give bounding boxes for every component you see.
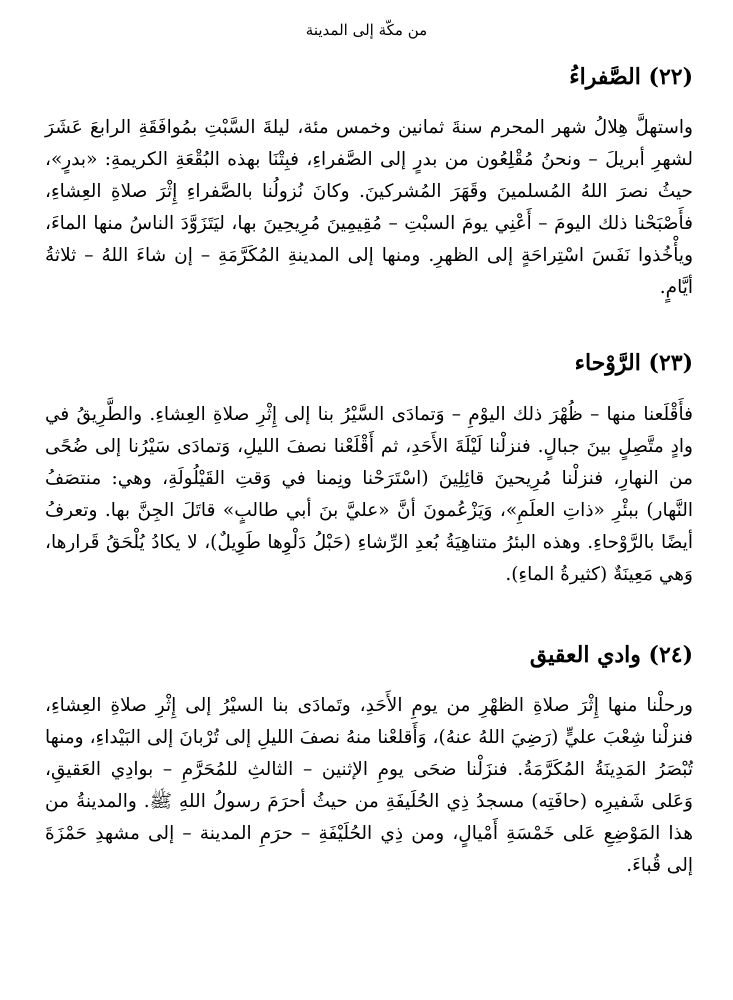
section-22-safra (45, 62, 693, 304)
section-heading: (٢٤) وادي العقيق (529, 642, 693, 668)
running-header: من مكّة إلى المدينة (305, 21, 428, 39)
section-24-wadi-al-aqiq (45, 640, 693, 882)
section-heading: (٢٢) الصَّفراءُ (569, 64, 693, 90)
section-23-rawha (45, 348, 693, 591)
section-paragraph: واستهلَّ هِلالُ شهر المحرم سنةَ ثمانين وخمس مئة، ليلةَ السَّبْتِ بمُوافَقَةِ الرابعَ عَشَرَ لشهرِ أبريلَ – ونحنُ مُقْلِعُون من بدرٍ إلى الصَّفراءِ، فبِتْنَا بهذه البُقْعَةِ الكريمةِ: «بدرٍ»، حيثُ نصرَ اللهُ المُسلمينَ وقَهَرَ المُشركينَ. وكانَ نُزولُنا بالصَّفراءِ إِثْرَ صلاةِ العِشاءِ، فأَصْبَحْنا ذلك اليومَ – أَعْنِي يومَ السبْتِ – مُقِيمِينَ مُرِيحِينَ بها، ليَتَزَوَّدَ الناسُ منها الماءَ، ويأْخُذوا نَفَسَ اسْتِراحَةٍ إلى الظهرِ. ومنها إلى المدينةِ المُكَرَّمَةِ – إن شاءَ اللهُ – ثلاثةُ أيَّامٍ. (45, 117, 693, 298)
section-heading: (٢٣) الرَّوْحاء (574, 350, 693, 376)
section-paragraph: فأَقْلَعنا منها – ظُهْرَ ذلك اليوْمِ – وَتمادَى السَّيْرُ بنا إلى إِثْرِ صلاةِ العِشاءِ. والطَّرِيقُ في وادٍ متَّصِلٍ بينَ جبالٍ. فنزلْنا لَيْلَةَ الأَحَدِ، ثم أَقْلَعْنا نصفَ الليلِ، وَتمادَى سَيْرُنا إلى ضُحًى من النهارِ، فنزلْنا مُرِيحينَ قائِلِينَ (اسْتَرَحْنا ونِمنا في وَقتِ القَيْلُولَةِ، وهي: منتصَفُ النَّهار) ببئْرِ «ذاتِ العلَمِ»، وَيَزْعُمونَ أنَّ «عليَّ بنَ أبي طالبٍ» قاتَلَ الجِنَّ بها. وتعرفُ أيضًا بالرَّوْحاءِ. وهذه البئرُ متناهِيَةُ بُعدِ الرِّشاءِ (حَبْلُ دَلْوِها طَوِيلٌ)، لا يكادُ يُلْحَقُ قَرارها، وَهي مَعِينَةٌ (كثيرةُ الماءِ). (45, 404, 693, 585)
section-paragraph: ورحلْنا منها إِثْرَ صلاةِ الظهْرِ من يومِ الأَحَدِ، وتَمادَى بنا السيْرُ إلى إِثْرِ صلاةِ العِشاءِ، فنزلْنا شِعْبَ عليٍّ (رَضِيَ اللهُ عنهُ)، وَأَقلعْنا منهُ نصفَ الليلِ إلى تُرْبانَ إلى البَيْداءِ، ومنها تُبْصَرُ المَدِينَةُ المُكَرَّمَةُ. فنزَلْنا ضحَى يومِ الإثنين – الثالثِ للمُحَرَّمِ – بوادِي العَقيقِ، وَعَلى شَفيرِه (حافَتِه) مسجدُ ذِي الحُلَيفَةِ من حيثُ أحرَمَ رسولُ اللهِ ﷺ. والمدينةُ من هذا المَوْضِعِ عَلى خَمْسَةِ أَمْيالٍ، ومن ذِي الحُلَيْفَةِ – حرَمِ المدينة – إلى مشهدِ حَمْزَةَ إلى قُباءَ. (45, 695, 693, 876)
